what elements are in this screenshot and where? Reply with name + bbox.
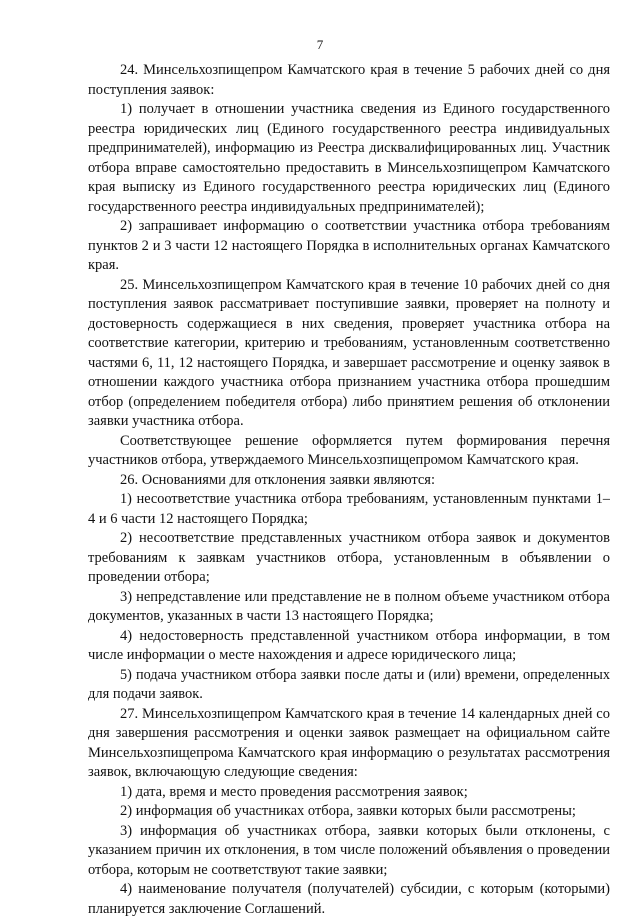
- text-line: 3) непредставление или представление не в полном объеме участником отбора: [88, 588, 610, 608]
- text-line: 2) информация об участниках отбора, заявки которых были рассмотрены;: [88, 802, 610, 822]
- text-line: 1) несоответствие участника отбора требованиям, установленным пунктами 1–: [88, 490, 610, 510]
- text-line: частями 6, 11, 12 настоящего Порядка, и завершает рассмотрение и оценку заявок в: [88, 354, 610, 374]
- text-line: 26. Основаниями для отклонения заявки являются:: [88, 471, 610, 491]
- text-line: государственного реестра индивидуальных предпринимателей);: [88, 198, 610, 218]
- text-line: края.: [88, 256, 610, 276]
- text-line: проведении отбора;: [88, 568, 610, 588]
- text-line: 4) недостоверность представленной участником отбора информации, в том: [88, 627, 610, 647]
- text-line: 4) наименование получателя (получателей) субсидии, с которым (которыми): [88, 880, 610, 900]
- text-line: отношении каждого участника отбора признанием участника отбора прошедшим: [88, 373, 610, 393]
- text-line: 25. Минсельхозпищепром Камчатского края в течение 10 рабочих дней со дня: [88, 276, 610, 296]
- text-line: достоверность содержащиеся в них сведения, проверяет участника отбора на: [88, 315, 610, 335]
- text-line: планируется заключение Соглашений.: [88, 900, 610, 919]
- text-line: заявки участника отбора.: [88, 412, 610, 432]
- text-line: 3) информация об участниках отбора, заявки которых были отклонены, с: [88, 822, 610, 842]
- text-line: реестра юридических лиц (Единого государственного реестра индивидуальных: [88, 120, 610, 140]
- text-line: указанием причин их отклонения, в том числе положений объявления о проведении: [88, 841, 610, 861]
- text-line: участников отбора, утверждаемого Минсельхозпищепромом Камчатского края.: [88, 451, 610, 471]
- document-body: [88, 61, 610, 919]
- text-line: 1) дата, время и место проведения рассмотрения заявок;: [88, 783, 610, 803]
- text-line: отбора вправе самостоятельно предоставить в Минсельхозпищепром Камчатского: [88, 159, 610, 179]
- text-line: требованиям к заявкам участников отбора, установленным в объявлении о: [88, 549, 610, 569]
- text-line: края выписку из Единого государственного реестра юридических лиц (Единого: [88, 178, 610, 198]
- text-line: дня завершения рассмотрения и оценки заявок размещает на официальном сайте: [88, 724, 610, 744]
- text-line: документов, указанных в части 13 настоящего Порядка;: [88, 607, 610, 627]
- text-line: 2) запрашивает информацию о соответствии участника отбора требованиям: [88, 217, 610, 237]
- text-line: Минсельхозпищепрома Камчатского края информацию о результатах рассмотрения: [88, 744, 610, 764]
- text-line: поступления заявок рассматривает поступившие заявки, проверяет на полноту и: [88, 295, 610, 315]
- text-line: 24. Минсельхозпищепром Камчатского края в течение 5 рабочих дней со дня: [88, 61, 610, 81]
- text-line: числе информации о месте нахождения и адресе юридического лица;: [88, 646, 610, 666]
- text-line: отбор (определением победителя отбора) либо принятием решения об отклонении: [88, 393, 610, 413]
- text-line: предпринимателей), информацию из Реестра дисквалифицированных лиц. Участник: [88, 139, 610, 159]
- text-line: для подачи заявок.: [88, 685, 610, 705]
- text-line: 1) получает в отношении участника сведения из Единого государственного: [88, 100, 610, 120]
- text-line: Соответствующее решение оформляется путем формирования перечня: [88, 432, 610, 452]
- text-line: соответствие категории, критерию и требованиям, установленным соответственно: [88, 334, 610, 354]
- text-line: 2) несоответствие представленных участником отбора заявок и документов: [88, 529, 610, 549]
- page-number: 7: [0, 37, 640, 53]
- text-line: заявок, включающую следующие сведения:: [88, 763, 610, 783]
- text-line: 5) подача участником отбора заявки после даты и (или) времени, определенных: [88, 666, 610, 686]
- text-line: пунктов 2 и 3 части 12 настоящего Порядка в исполнительных органах Камчатского: [88, 237, 610, 257]
- text-line: отбора, которым не соответствуют такие заявки;: [88, 861, 610, 881]
- text-line: поступления заявок:: [88, 81, 610, 101]
- text-line: 27. Минсельхозпищепром Камчатского края в течение 14 календарных дней со: [88, 705, 610, 725]
- text-line: 4 и 6 части 12 настоящего Порядка;: [88, 510, 610, 530]
